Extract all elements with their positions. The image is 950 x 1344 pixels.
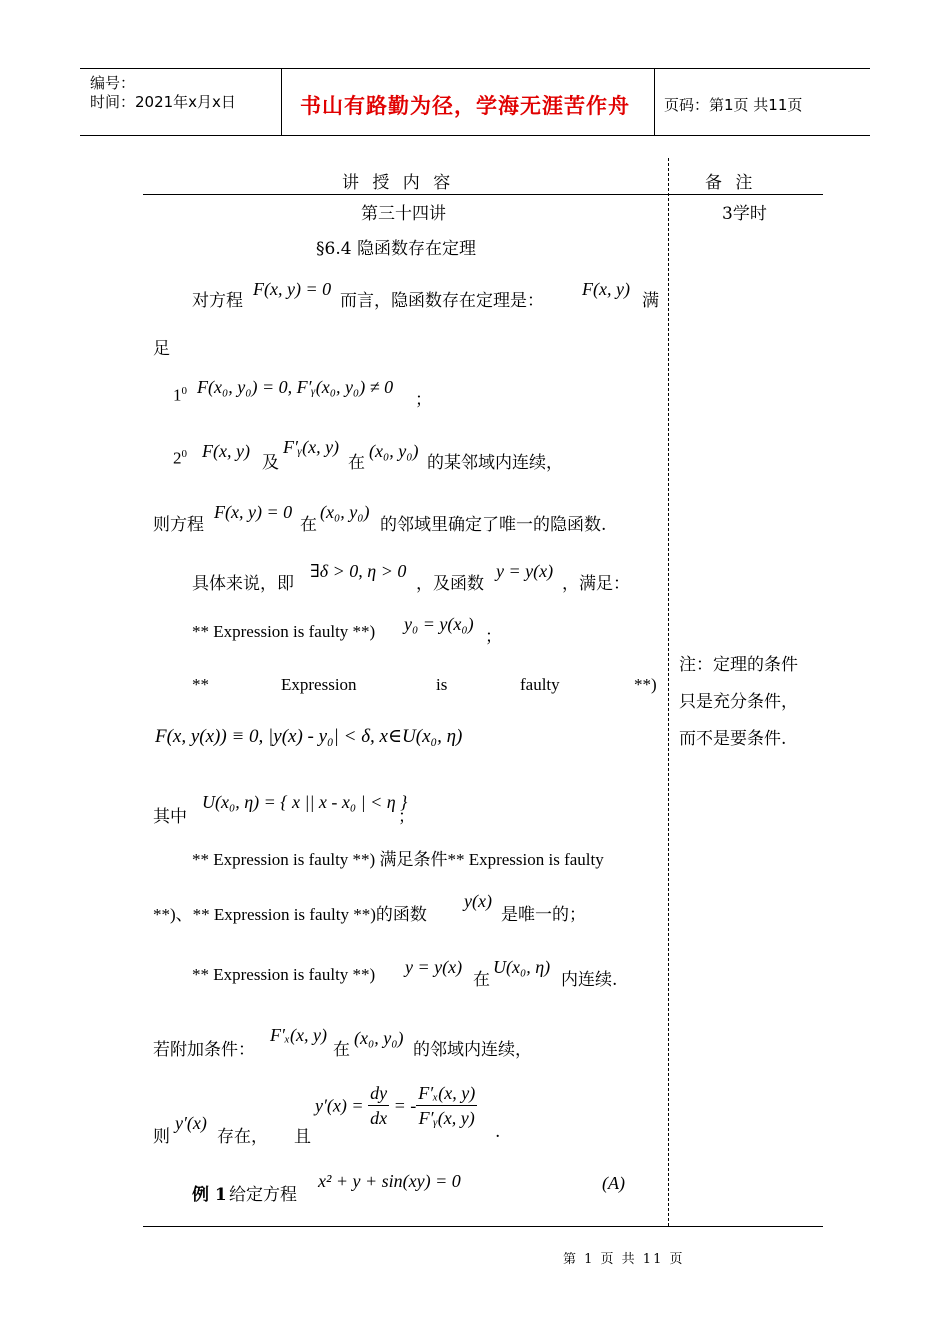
p9-neighborhood: U(x₀, η)	[493, 957, 551, 977]
condition-2-at: 在	[348, 453, 365, 473]
header-bottom-rule	[80, 135, 870, 136]
condition-1-equation: F(x₀, y₀) = 0, F′ᵧ(x₀, y₀) ≠ 0	[197, 377, 394, 397]
condition-2-number: $2^0$	[173, 448, 187, 468]
p2-at: 在	[300, 515, 317, 535]
p2-point: (x₀, y₀)	[320, 502, 370, 522]
p1-function: F(x, y)	[582, 279, 630, 299]
p4-faulty-expression: ** Expression is faulty **)	[192, 622, 376, 641]
p9-function: y = y(x)	[405, 957, 463, 977]
p5-word-4: faulty	[520, 675, 560, 694]
example-tag: (A)	[602, 1173, 625, 1193]
p2-equation: F(x, y) = 0	[214, 502, 293, 522]
condition-2-text: 的某邻域内连续，	[427, 453, 563, 473]
p1-equation: F(x, y) = 0	[253, 279, 332, 299]
p8-text-c: 是唯一的；	[501, 905, 586, 925]
section-title: §6.4 隐函数存在定理	[316, 239, 476, 259]
side-note-line-3: 而不是要条件.	[679, 729, 787, 749]
p5-word-2: Expression	[281, 675, 357, 694]
condition-1-number: $1^0$	[173, 385, 187, 405]
p11-end: .	[495, 1122, 501, 1142]
code-label: 编号：	[90, 74, 136, 92]
example-equation: x² + y + sin(xy) = 0	[318, 1171, 461, 1191]
header-top-rule	[80, 68, 870, 69]
p2-text-a: 则方程	[153, 515, 204, 535]
p3-text-e: ，满足：	[562, 574, 630, 594]
lecture-title: 第三十四讲	[361, 204, 446, 224]
header-divider-right	[654, 68, 655, 136]
table-bottom-rule	[143, 1226, 823, 1227]
p5-word-5: **)	[634, 675, 657, 694]
p10-text-a: 若附加条件：	[153, 1040, 255, 1060]
p3-exists: ∃δ > 0, η > 0	[310, 561, 407, 581]
p3-function: y = y(x)	[496, 561, 554, 581]
example-label: 例 1	[192, 1185, 227, 1205]
column-header-content: 讲 授 内 容	[342, 173, 455, 193]
lecture-hours: 3学时	[722, 204, 767, 224]
side-note-line-1: 注：定理的条件	[679, 655, 798, 675]
p11-and: 且	[294, 1127, 311, 1147]
p3-text-c: ，及函数	[416, 574, 484, 594]
p11-derivative: y′(x)	[175, 1113, 207, 1133]
p1-text-e: 足	[153, 339, 170, 359]
p9-at: 在	[473, 970, 490, 990]
example-text: 给定方程	[229, 1185, 297, 1205]
condition-1-end: ；	[415, 390, 432, 410]
p5-equation: F(x, y(x)) ≡ 0, |y(x) - y₀| < δ, x∈U(x₀, η)	[155, 726, 463, 747]
p4-equation: y₀ = y(x₀)	[404, 614, 474, 634]
p1-text-a: 对方程	[192, 291, 243, 311]
p6-end: ；	[398, 807, 415, 827]
time-label: 时间：2021年x月x日	[90, 93, 236, 111]
column-header-notes: 备 注	[705, 173, 757, 193]
p11-formula: y′(x) = $\frac{dy}{dx}$ = - $\frac{\text{F′ₓ(x, y)}}{\text{F′ᵧ(x, y)}}$	[315, 1083, 476, 1128]
condition-2-point: (x₀, y₀)	[369, 441, 419, 461]
side-note	[679, 647, 819, 758]
p7-text: ** Expression is faulty **) 满足条件** Expression is faulty	[192, 850, 604, 869]
p9-faulty-expression: ** Expression is faulty **)	[192, 965, 376, 984]
page-footer: 第 1 页 共 11 页	[563, 1252, 685, 1267]
p6-text-a: 其中	[153, 807, 187, 827]
p10-point: (x₀, y₀)	[354, 1028, 404, 1048]
side-note-line-2: 只是充分条件，	[679, 692, 798, 712]
p6-neighborhood: U(x₀, η) = { x || x - x₀ | < η }	[202, 792, 408, 812]
p8-function: y(x)	[464, 891, 492, 911]
p2-text-e: 的邻域里确定了唯一的隐函数.	[380, 515, 607, 535]
p9-text-e: 内连续.	[561, 970, 618, 990]
p11-exists: 存在，	[217, 1127, 268, 1147]
p4-end: ；	[485, 627, 502, 647]
p1-text-d: 满	[642, 291, 659, 311]
column-divider	[668, 158, 669, 1226]
p10-derivative: F′ₓ(x, y)	[270, 1025, 328, 1045]
condition-2-derivative: F′ᵧ(x, y)	[283, 437, 340, 457]
header-divider-left	[281, 68, 282, 136]
p3-text-a: 具体来说，即	[192, 574, 294, 594]
p10-text-e: 的邻域内连续，	[413, 1040, 532, 1060]
header-motto: 书山有路勤为径，学海无涯苦作舟	[300, 94, 630, 118]
p5-word-1: **	[192, 675, 209, 694]
p5-word-3: is	[436, 675, 448, 694]
condition-2-function: F(x, y)	[202, 441, 250, 461]
p10-at: 在	[333, 1040, 350, 1060]
p1-text-b: 而言，隐函数存在定理是：	[340, 291, 544, 311]
table-header-rule	[143, 194, 823, 195]
condition-2-and: 及	[262, 453, 279, 473]
page-label: 页码：第1页 共11页	[664, 96, 803, 114]
p11-then: 则	[153, 1127, 170, 1147]
p8-text-a: **)、** Expression is faulty **)的函数	[153, 905, 427, 924]
